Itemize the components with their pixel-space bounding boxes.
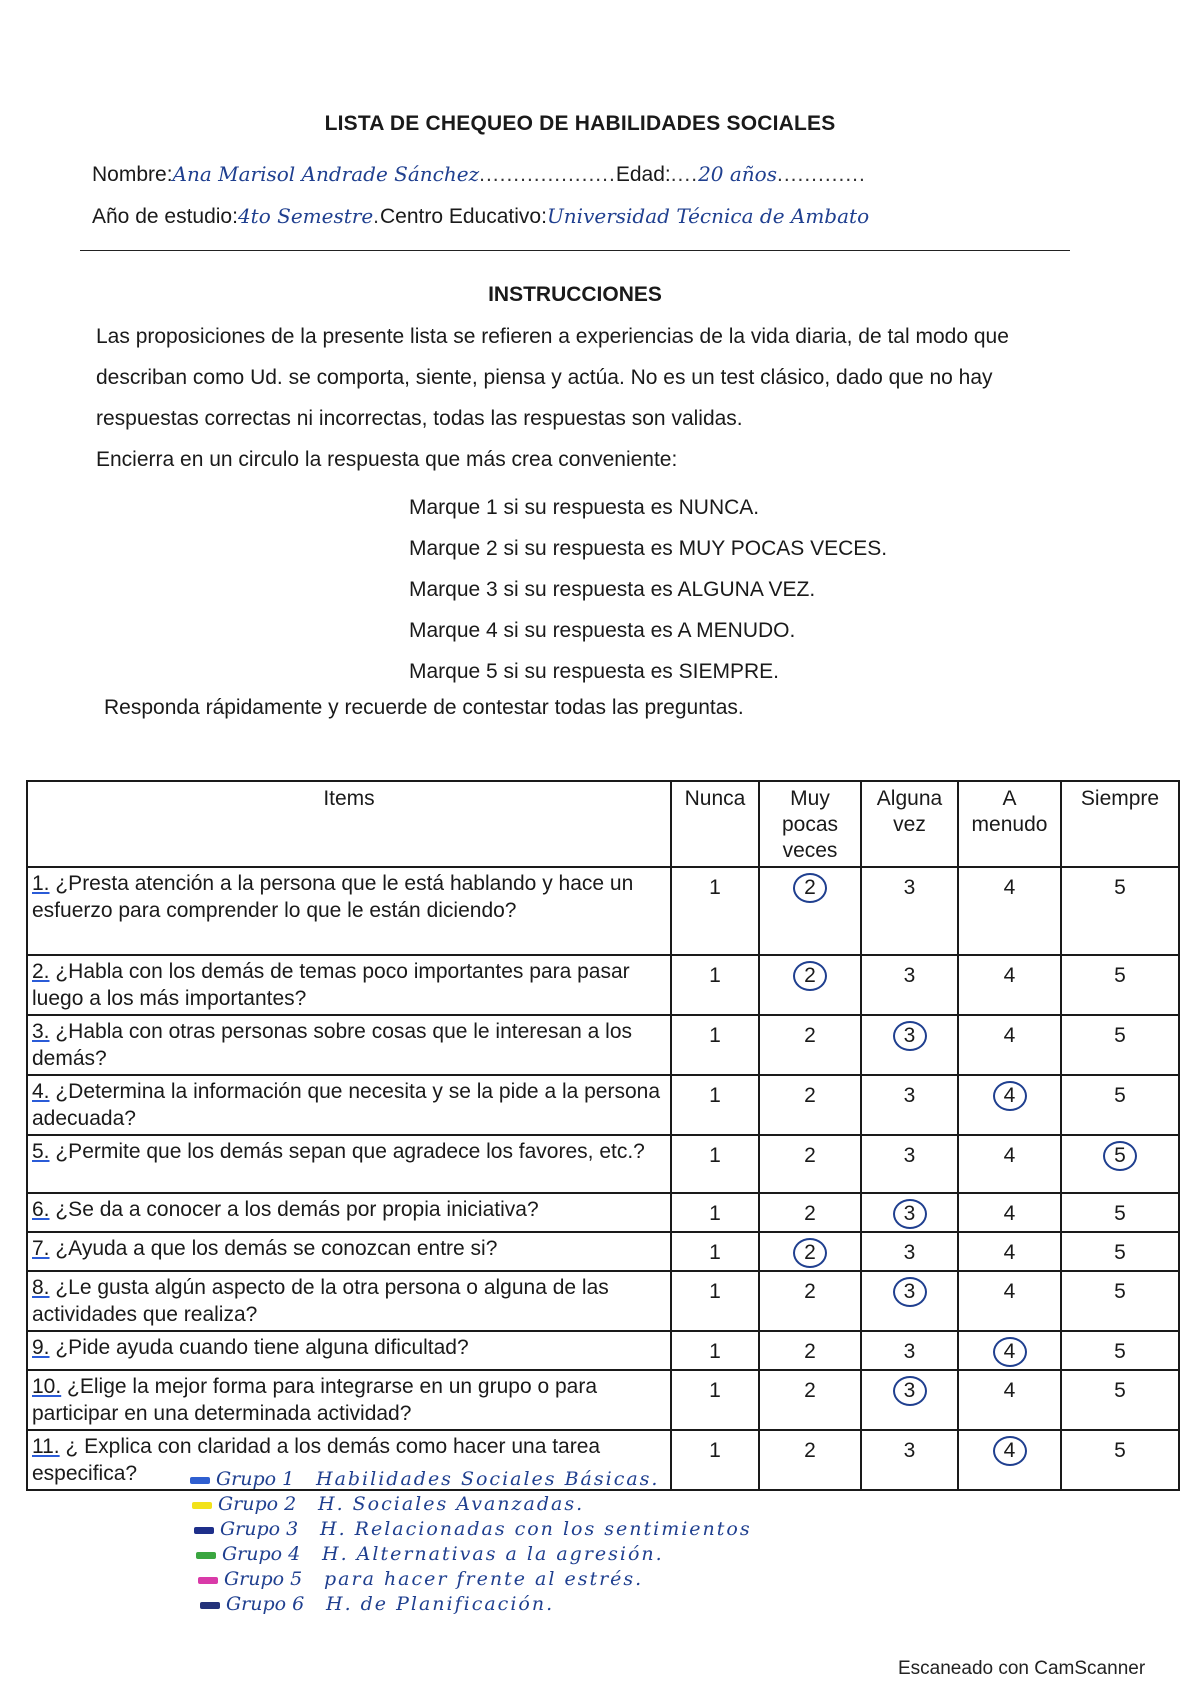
option-value: 5 bbox=[1114, 1241, 1126, 1264]
nombre-label: Nombre: bbox=[92, 163, 173, 186]
item-number: 10. bbox=[32, 1375, 62, 1398]
legend-group-label: Grupo 4 bbox=[222, 1543, 301, 1565]
legend-color-swatch bbox=[190, 1477, 210, 1484]
option-cell-5[interactable] bbox=[1061, 1232, 1179, 1271]
option-cell-5[interactable] bbox=[1061, 955, 1179, 1015]
circled-answer: 2 bbox=[793, 1238, 827, 1268]
option-cell-1[interactable] bbox=[671, 1135, 759, 1193]
option-cell-2[interactable] bbox=[759, 1331, 861, 1370]
option-cell-4[interactable] bbox=[958, 1370, 1061, 1430]
legend-color-swatch bbox=[200, 1602, 220, 1609]
item-question bbox=[27, 1135, 671, 1193]
legend-group-label: Grupo 1 bbox=[216, 1468, 295, 1490]
option-value: 4 bbox=[1003, 1379, 1016, 1402]
option-cell-5[interactable] bbox=[1061, 867, 1179, 955]
item-number: 2. bbox=[32, 960, 50, 983]
option-cell-2[interactable] bbox=[759, 955, 861, 1015]
document-title: LISTA DE CHEQUEO DE HABILIDADES SOCIALES bbox=[324, 112, 836, 135]
circled-answer: 5 bbox=[1103, 1141, 1137, 1171]
circled-answer: 3 bbox=[893, 1199, 927, 1229]
item-question bbox=[27, 955, 671, 1015]
header-siempre: Siempre bbox=[1061, 781, 1179, 867]
option-cell-3[interactable] bbox=[861, 1135, 958, 1193]
instructions-paragraph: Las proposiciones de la presente lista se refieren a experiencias de la vida diaria, de tal modo que describan como Ud. se comporta, siente, piensa y actúa. No es un test clásico, dado que no hay respuestas correctas ni incorrectas, todas las respuestas son validas. bbox=[96, 325, 1009, 430]
option-cell-3[interactable] bbox=[861, 1430, 958, 1490]
table-row bbox=[27, 955, 1179, 1015]
option-value: 3 bbox=[903, 1439, 916, 1462]
option-value: 2 bbox=[804, 1202, 816, 1225]
item-text: ¿Le gusta algún aspecto de la otra persona o alguna de las actividades que realiza? bbox=[32, 1276, 609, 1326]
option-cell-1[interactable] bbox=[671, 867, 759, 955]
table-header-row bbox=[27, 781, 1179, 867]
option-value: 3 bbox=[903, 1241, 916, 1264]
circled-answer: 3 bbox=[893, 1376, 927, 1406]
option-value: 1 bbox=[709, 964, 721, 987]
option-cell-2[interactable] bbox=[759, 1075, 861, 1135]
option-cell-4[interactable] bbox=[958, 1015, 1061, 1075]
option-cell-3[interactable] bbox=[861, 1271, 958, 1331]
option-cell-4[interactable] bbox=[958, 1331, 1061, 1370]
legend-row bbox=[198, 1568, 756, 1593]
circled-answer: 3 bbox=[893, 1277, 927, 1307]
skills-table bbox=[26, 780, 1180, 1491]
anio-label: Año de estudio: bbox=[92, 205, 238, 228]
option-value: 4 bbox=[1003, 1241, 1016, 1264]
item-text: ¿Habla con los demás de temas poco importantes para pasar luego a los más importantes? bbox=[32, 960, 630, 1010]
item-text: ¿Permite que los demás sepan que agradece los favores, etc.? bbox=[55, 1140, 645, 1163]
item-text: ¿Ayuda a que los demás se conozcan entre si? bbox=[55, 1237, 498, 1260]
option-value: 5 bbox=[1114, 1439, 1126, 1462]
option-value: 4 bbox=[1003, 1202, 1016, 1225]
anio-value: 4to Semestre bbox=[237, 204, 374, 228]
nombre-value: Ana Marisol Andrade Sánchez bbox=[172, 162, 480, 186]
header-nunca: Nunca bbox=[671, 781, 759, 867]
option-value: 5 bbox=[1114, 1340, 1126, 1363]
scanner-watermark: Escaneado con CamScanner bbox=[898, 1658, 1146, 1679]
option-cell-1[interactable] bbox=[671, 1193, 759, 1232]
option-cell-1[interactable] bbox=[671, 1232, 759, 1271]
table-row bbox=[27, 1015, 1179, 1075]
option-cell-4[interactable] bbox=[958, 955, 1061, 1015]
option-value: 3 bbox=[903, 1340, 916, 1363]
option-cell-3[interactable] bbox=[861, 1075, 958, 1135]
legend-group-label: Grupo 6 bbox=[226, 1593, 305, 1615]
option-value: 1 bbox=[709, 1144, 721, 1167]
option-cell-2[interactable] bbox=[759, 1135, 861, 1193]
header-items: Items bbox=[27, 781, 671, 867]
option-cell-5[interactable] bbox=[1061, 1015, 1179, 1075]
option-value: 1 bbox=[709, 1241, 721, 1264]
option-value: 1 bbox=[709, 1379, 721, 1402]
option-cell-2[interactable] bbox=[759, 1370, 861, 1430]
table-row bbox=[27, 867, 1179, 955]
option-value: 2 bbox=[804, 1280, 816, 1303]
item-question bbox=[27, 1075, 671, 1135]
legend-description: H. Relacionadas con los sentimientos bbox=[320, 1518, 752, 1540]
item-number: 4. bbox=[32, 1080, 50, 1103]
option-cell-4[interactable] bbox=[958, 1193, 1061, 1232]
option-cell-5[interactable] bbox=[1061, 1075, 1179, 1135]
legend-row bbox=[200, 1593, 758, 1618]
table-row bbox=[27, 1331, 1179, 1370]
legend-row bbox=[192, 1493, 750, 1518]
option-value: 5 bbox=[1114, 1084, 1126, 1107]
instructions-title: INSTRUCCIONES bbox=[488, 283, 662, 306]
option-cell-3[interactable] bbox=[861, 1331, 958, 1370]
option-value: 4 bbox=[1003, 876, 1016, 899]
option-cell-3[interactable] bbox=[861, 1015, 958, 1075]
option-cell-3[interactable] bbox=[861, 1193, 958, 1232]
legend-row bbox=[190, 1468, 748, 1493]
mark-line-4: Marque 4 si su respuesta es A MENUDO. bbox=[409, 619, 796, 642]
option-cell-5[interactable] bbox=[1061, 1193, 1179, 1232]
option-value: 5 bbox=[1114, 876, 1126, 899]
table-row bbox=[27, 1370, 1179, 1430]
option-value: 3 bbox=[903, 964, 916, 987]
item-number: 3. bbox=[32, 1020, 50, 1043]
option-cell-1[interactable] bbox=[671, 1331, 759, 1370]
option-value: 1 bbox=[709, 876, 721, 899]
item-text: ¿Presta atención a la persona que le está hablando y hace un esfuerzo para comprender lo que le están diciendo? bbox=[32, 872, 634, 922]
handwritten-legend bbox=[190, 1468, 752, 1618]
option-value: 4 bbox=[1003, 1144, 1016, 1167]
item-text: ¿Determina la información que necesita y se la pide a la persona adecuada? bbox=[32, 1080, 661, 1130]
legend-row bbox=[194, 1518, 752, 1543]
legend-color-swatch bbox=[196, 1552, 216, 1559]
option-cell-5[interactable] bbox=[1061, 1135, 1179, 1193]
item-question bbox=[27, 1331, 671, 1370]
legend-color-swatch bbox=[194, 1527, 214, 1534]
legend-color-swatch bbox=[198, 1577, 218, 1584]
item-question bbox=[27, 1271, 671, 1331]
mark-line-1: Marque 1 si su respuesta es NUNCA. bbox=[409, 496, 760, 519]
item-number: 7. bbox=[32, 1237, 50, 1260]
option-cell-5[interactable] bbox=[1061, 1271, 1179, 1331]
legend-description: Habilidades Sociales Básicas. bbox=[316, 1468, 660, 1490]
option-value: 2 bbox=[804, 1084, 816, 1107]
option-cell-4[interactable] bbox=[958, 1075, 1061, 1135]
edad-label: Edad: bbox=[615, 163, 671, 186]
table-row bbox=[27, 1075, 1179, 1135]
item-number: 1. bbox=[32, 872, 50, 895]
option-cell-3[interactable] bbox=[861, 1232, 958, 1271]
circled-answer: 2 bbox=[793, 873, 827, 903]
item-text: ¿Elige la mejor forma para integrarse en un grupo o para participar en una determinada actividad? bbox=[32, 1375, 597, 1425]
legend-color-swatch bbox=[192, 1502, 212, 1509]
mark-line-2: Marque 2 si su respuesta es MUY POCAS VECES. bbox=[409, 537, 888, 560]
option-value: 2 bbox=[804, 1379, 816, 1402]
item-number: 6. bbox=[32, 1198, 50, 1221]
option-cell-3[interactable] bbox=[861, 1370, 958, 1430]
item-text: ¿Habla con otras personas sobre cosas que le interesan a los demás? bbox=[32, 1020, 633, 1070]
option-value: 5 bbox=[1114, 1280, 1126, 1303]
legend-description: H. de Planificación. bbox=[326, 1593, 555, 1615]
table-body bbox=[27, 867, 1179, 1490]
mark-line-5: Marque 5 si su respuesta es SIEMPRE. bbox=[409, 660, 779, 683]
option-cell-2[interactable] bbox=[759, 1015, 861, 1075]
edad-value: 20 años bbox=[698, 162, 777, 186]
option-cell-2[interactable] bbox=[759, 1193, 861, 1232]
option-value: 1 bbox=[709, 1340, 721, 1363]
respond-instruction: Responda rápidamente y recuerde de contestar todas las preguntas. bbox=[104, 696, 744, 719]
option-cell-2[interactable] bbox=[759, 867, 861, 955]
option-cell-3[interactable] bbox=[861, 955, 958, 1015]
circled-answer: 3 bbox=[893, 1021, 927, 1051]
anio-centro-line: Año de estudio:4to Semestre.Centro Educativo:Universidad Técnica de Ambato bbox=[92, 204, 870, 228]
option-cell-3[interactable] bbox=[861, 867, 958, 955]
circled-answer: 4 bbox=[993, 1337, 1027, 1367]
table-row bbox=[27, 1271, 1179, 1331]
legend-group-label: Grupo 2 bbox=[218, 1493, 297, 1515]
mark-line-3: Marque 3 si su respuesta es ALGUNA VEZ. bbox=[409, 578, 816, 601]
option-value: 3 bbox=[903, 876, 916, 899]
option-value: 1 bbox=[709, 1024, 721, 1047]
item-text: ¿ Explica con claridad a los demás como hacer una tarea especifica? bbox=[32, 1435, 601, 1485]
option-cell-4[interactable] bbox=[958, 1271, 1061, 1331]
option-value: 2 bbox=[804, 1340, 816, 1363]
circled-answer: 2 bbox=[793, 961, 827, 991]
item-number: 8. bbox=[32, 1276, 50, 1299]
table-row bbox=[27, 1135, 1179, 1193]
option-cell-1[interactable] bbox=[671, 955, 759, 1015]
option-value: 5 bbox=[1114, 1202, 1126, 1225]
option-value: 4 bbox=[1003, 1024, 1016, 1047]
item-number: 9. bbox=[32, 1336, 50, 1359]
option-value: 3 bbox=[903, 1084, 916, 1107]
option-value: 2 bbox=[804, 1024, 816, 1047]
option-value: 5 bbox=[1114, 1379, 1126, 1402]
option-cell-4[interactable] bbox=[958, 1232, 1061, 1271]
option-value: 4 bbox=[1003, 964, 1016, 987]
centro-value: Universidad Técnica de Ambato bbox=[546, 204, 870, 228]
option-cell-2[interactable] bbox=[759, 1271, 861, 1331]
item-question bbox=[27, 1015, 671, 1075]
header-a-menudo: A menudo bbox=[958, 781, 1061, 867]
option-cell-4[interactable] bbox=[958, 867, 1061, 955]
item-text: ¿Se da a conocer a los demás por propia iniciativa? bbox=[55, 1198, 539, 1221]
item-question bbox=[27, 1193, 671, 1232]
legend-row bbox=[196, 1543, 754, 1568]
circled-answer: 4 bbox=[993, 1436, 1027, 1466]
table-row bbox=[27, 1232, 1179, 1271]
option-cell-1[interactable] bbox=[671, 1075, 759, 1135]
option-cell-1[interactable] bbox=[671, 1271, 759, 1331]
legend-description: H. Sociales Avanzadas. bbox=[318, 1493, 585, 1515]
option-value: 1 bbox=[709, 1280, 721, 1303]
option-value: 2 bbox=[804, 1144, 816, 1167]
header-divider bbox=[80, 250, 1070, 251]
table-row bbox=[27, 1193, 1179, 1232]
item-text: ¿Pide ayuda cuando tiene alguna dificultad? bbox=[55, 1336, 469, 1359]
item-number: 5. bbox=[32, 1140, 50, 1163]
option-cell-4[interactable] bbox=[958, 1430, 1061, 1490]
option-value: 5 bbox=[1114, 964, 1126, 987]
option-value: 1 bbox=[709, 1084, 721, 1107]
option-cell-1[interactable] bbox=[671, 1370, 759, 1430]
option-value: 1 bbox=[709, 1439, 721, 1462]
circled-answer: 4 bbox=[993, 1081, 1027, 1111]
legend-description: para hacer frente al estrés. bbox=[324, 1568, 644, 1590]
centro-label: Centro Educativo: bbox=[380, 205, 547, 228]
option-cell-5[interactable] bbox=[1061, 1370, 1179, 1430]
option-value: 2 bbox=[804, 1439, 816, 1462]
option-value: 1 bbox=[709, 1202, 721, 1225]
item-number: 11. bbox=[32, 1435, 60, 1458]
nombre-edad-line: Nombre:Ana Marisol Andrade Sánchez....................Edad:....20 años............. bbox=[92, 162, 866, 186]
option-cell-4[interactable] bbox=[958, 1135, 1061, 1193]
option-value: 5 bbox=[1114, 1024, 1126, 1047]
option-cell-2[interactable] bbox=[759, 1430, 861, 1490]
header-alguna-vez: Alguna vez bbox=[861, 781, 958, 867]
instructions-circle-line: Encierra en un circulo la respuesta que más crea conveniente: bbox=[96, 448, 678, 471]
item-question bbox=[27, 1232, 671, 1271]
item-question bbox=[27, 867, 671, 955]
legend-description: H. Alternativas a la agresión. bbox=[322, 1543, 664, 1565]
option-cell-5[interactable] bbox=[1061, 1331, 1179, 1370]
header-muy-pocas-veces: Muy pocas veces bbox=[759, 781, 861, 867]
legend-group-label: Grupo 3 bbox=[220, 1518, 299, 1540]
item-question bbox=[27, 1370, 671, 1430]
option-cell-1[interactable] bbox=[671, 1015, 759, 1075]
option-value: 3 bbox=[903, 1144, 916, 1167]
option-value: 4 bbox=[1003, 1280, 1016, 1303]
legend-group-label: Grupo 5 bbox=[224, 1568, 303, 1590]
option-cell-2[interactable] bbox=[759, 1232, 861, 1271]
option-cell-5[interactable] bbox=[1061, 1430, 1179, 1490]
